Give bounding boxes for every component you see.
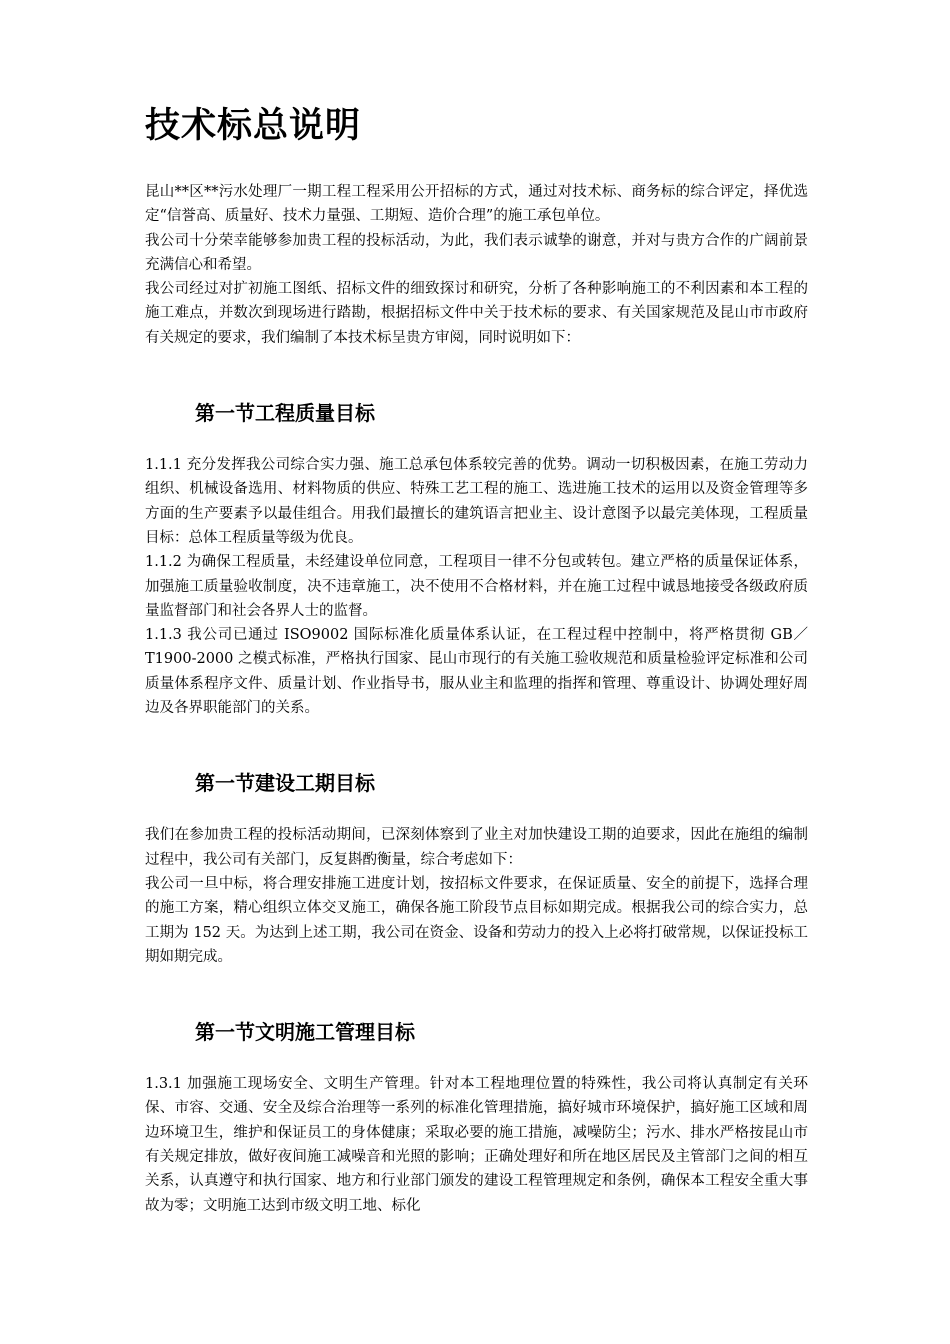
quality-paragraph-2: 1.1.2 为确保工程质量，未经建设单位同意，工程项目一律不分包或转包。建立严格的质量保证体系，加强施工质量验收制度，决不违章施工，决不使用不合格材料，并在施工过程中诚恳地接受各级政府质量监督部门和社会各界人士的监督。	[145, 554, 808, 619]
document-page	[145, 100, 808, 1218]
document-title: 技术标总说明	[145, 106, 362, 146]
section-quality	[145, 396, 808, 720]
schedule-paragraph-1: 我们在参加贵工程的投标活动期间，已深刻体察到了业主对加快建设工期的迫要求，因此在施组的编制过程中，我公司有关部门，反复斟酌衡量，综合考虑如下：	[145, 827, 808, 868]
section-heading-quality: 第一节工程质量目标	[195, 401, 375, 426]
section-schedule	[145, 766, 808, 969]
schedule-paragraph-2: 我公司一旦中标，将合理安排施工进度计划，按招标文件要求，在保证质量、安全的前提下，选择合理的施工方案，精心组织立体交叉施工，确保各施工阶段节点目标如期完成。根据我公司的综合实力，总工期为 152 天。为达到上述工期，我公司在资金、设备和劳动力的投入上必将打破常规，以保证投标工期如期完成。	[145, 875, 808, 965]
civilized-paragraph-1: 1.3.1 加强施工现场安全、文明生产管理。针对本工程地理位置的特殊性，我公司将认真制定有关环保、市容、交通、安全及综合治理等一系列的标准化管理措施，搞好城市环境保护，搞好施工区域和周边环境卫生，维护和保证员工的身体健康；采取必要的施工措施，减噪防尘；污水、排水严格按昆山市有关规定排放，做好夜间施工减噪音和光照的影响；正确处理好和所在地区居民及主管部门之间的相互关系，认真遵守和执行国家、地方和行业部门颁发的建设工程管理规定和条例，确保本工程安全重大事故为零；文明施工达到市级文明工地、标化	[145, 1076, 808, 1214]
section-civilized-construction	[145, 1015, 808, 1218]
quality-paragraph-1: 1.1.1 充分发挥我公司综合实力强、施工总承包体系较完善的优势。调动一切积极因素，在施工劳动力组织、机械设备选用、材料物质的供应、特殊工艺工程的施工、选进施工技术的运用以及资金管理等多方面的生产要素予以最佳组合。用我们最擅长的建筑语言把业主、设计意图予以最完美体现，工程质量目标：总体工程质量等级为优良。	[145, 457, 808, 546]
quality-paragraph-3: 1.1.3 我公司已通过 ISO9002 国际标准化质量体系认证，在工程过程中控制中，将严格贯彻 GB／T1900-2000 之模式标准，严格执行国家、昆山市现行的有关施工验收规范和质量检验评定标准和公司质量体系程序文件、质量计划、作业指导书，服从业主和监理的指挥和管理、尊重设计、协调处理好周边及各界职能部门的关系。	[145, 627, 808, 717]
section-heading-schedule: 第一节建设工期目标	[195, 771, 375, 796]
intro-block	[145, 180, 808, 350]
section-heading-civilized-construction: 第一节文明施工管理目标	[195, 1020, 415, 1045]
intro-paragraph-1: 昆山**区**污水处理厂一期工程工程采用公开招标的方式，通过对技术标、商务标的综合评定，择优选定“信誉高、质量好、技术力量强、工期短、造价合理”的施工承包单位。	[145, 184, 808, 225]
intro-paragraph-2: 我公司十分荣幸能够参加贵工程的投标活动，为此，我们表示诚挚的谢意，并对与贵方合作的广阔前景充满信心和希望。	[145, 232, 808, 273]
intro-paragraph-3: 我公司经过对扩初施工图纸、招标文件的细致探讨和研究，分析了各种影响施工的不利因素和本工程的施工难点，并数次到现场进行踏勘，根据招标文件中关于技术标的要求、有关国家规范及昆山市市政府有关规定的要求，我们编制了本技术标呈贵方审阅，同时说明如下：	[145, 281, 808, 346]
